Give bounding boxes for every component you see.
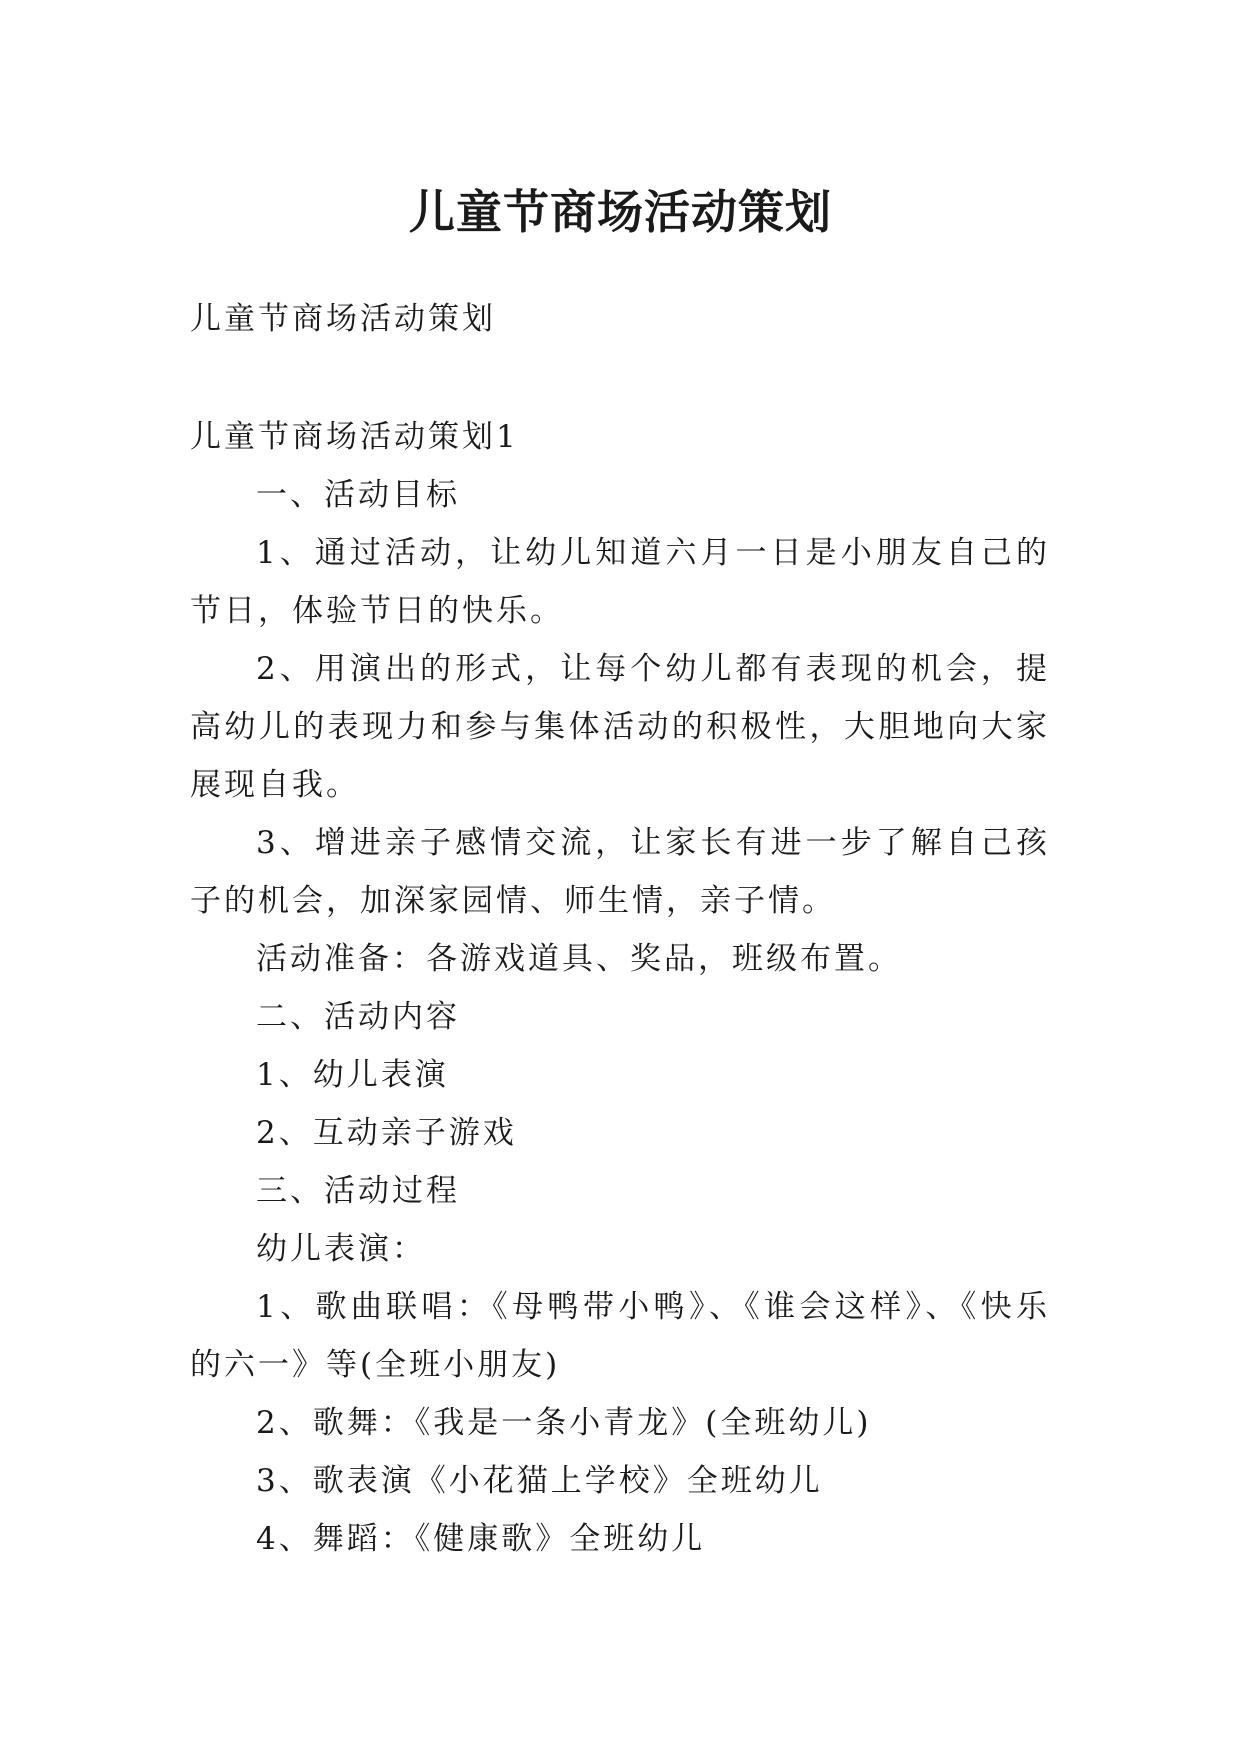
paragraph: 3、增进亲子感情交流，让家长有进一步了解自己孩子的机会，加深家园情、师生情，亲子情。 [190, 825, 1050, 919]
paragraph: 1、歌曲联唱：《母鸭带小鸭》、《谁会这样》、《快乐的六一》等(全班小朋友) [190, 1289, 1050, 1383]
paragraph: 活动准备：各游戏道具、奖品，班级布置。 [256, 941, 902, 977]
document-body [190, 290, 1050, 1568]
paragraph: 2、互动亲子游戏 [256, 1115, 517, 1151]
paragraph: 幼儿表演： [256, 1231, 426, 1267]
paragraph: 2、歌舞：《我是一条小青龙》(全班幼儿) [256, 1405, 872, 1441]
paragraph: 2、用演出的形式，让每个幼儿都有表现的机会，提高幼儿的表现力和参与集体活动的积极性，大胆地向大家展现自我。 [190, 651, 1050, 803]
paragraph: 4、舞蹈：《健康歌》全班幼儿 [256, 1521, 706, 1557]
document-subtitle: 儿童节商场活动策划 [190, 301, 496, 337]
paragraph: 1、幼儿表演 [256, 1057, 449, 1093]
paragraph: 3、歌表演《小花猫上学校》全班幼儿 [256, 1463, 823, 1499]
paragraph: 二、活动内容 [256, 999, 460, 1035]
paragraph: 三、活动过程 [256, 1173, 460, 1209]
document-title: 儿童节商场活动策划 [409, 184, 832, 239]
paragraph: 一、活动目标 [256, 477, 460, 513]
paragraph: 1、通过活动，让幼儿知道六月一日是小朋友自己的节日，体验节日的快乐。 [190, 535, 1050, 629]
section-heading: 儿童节商场活动策划1 [190, 419, 519, 455]
